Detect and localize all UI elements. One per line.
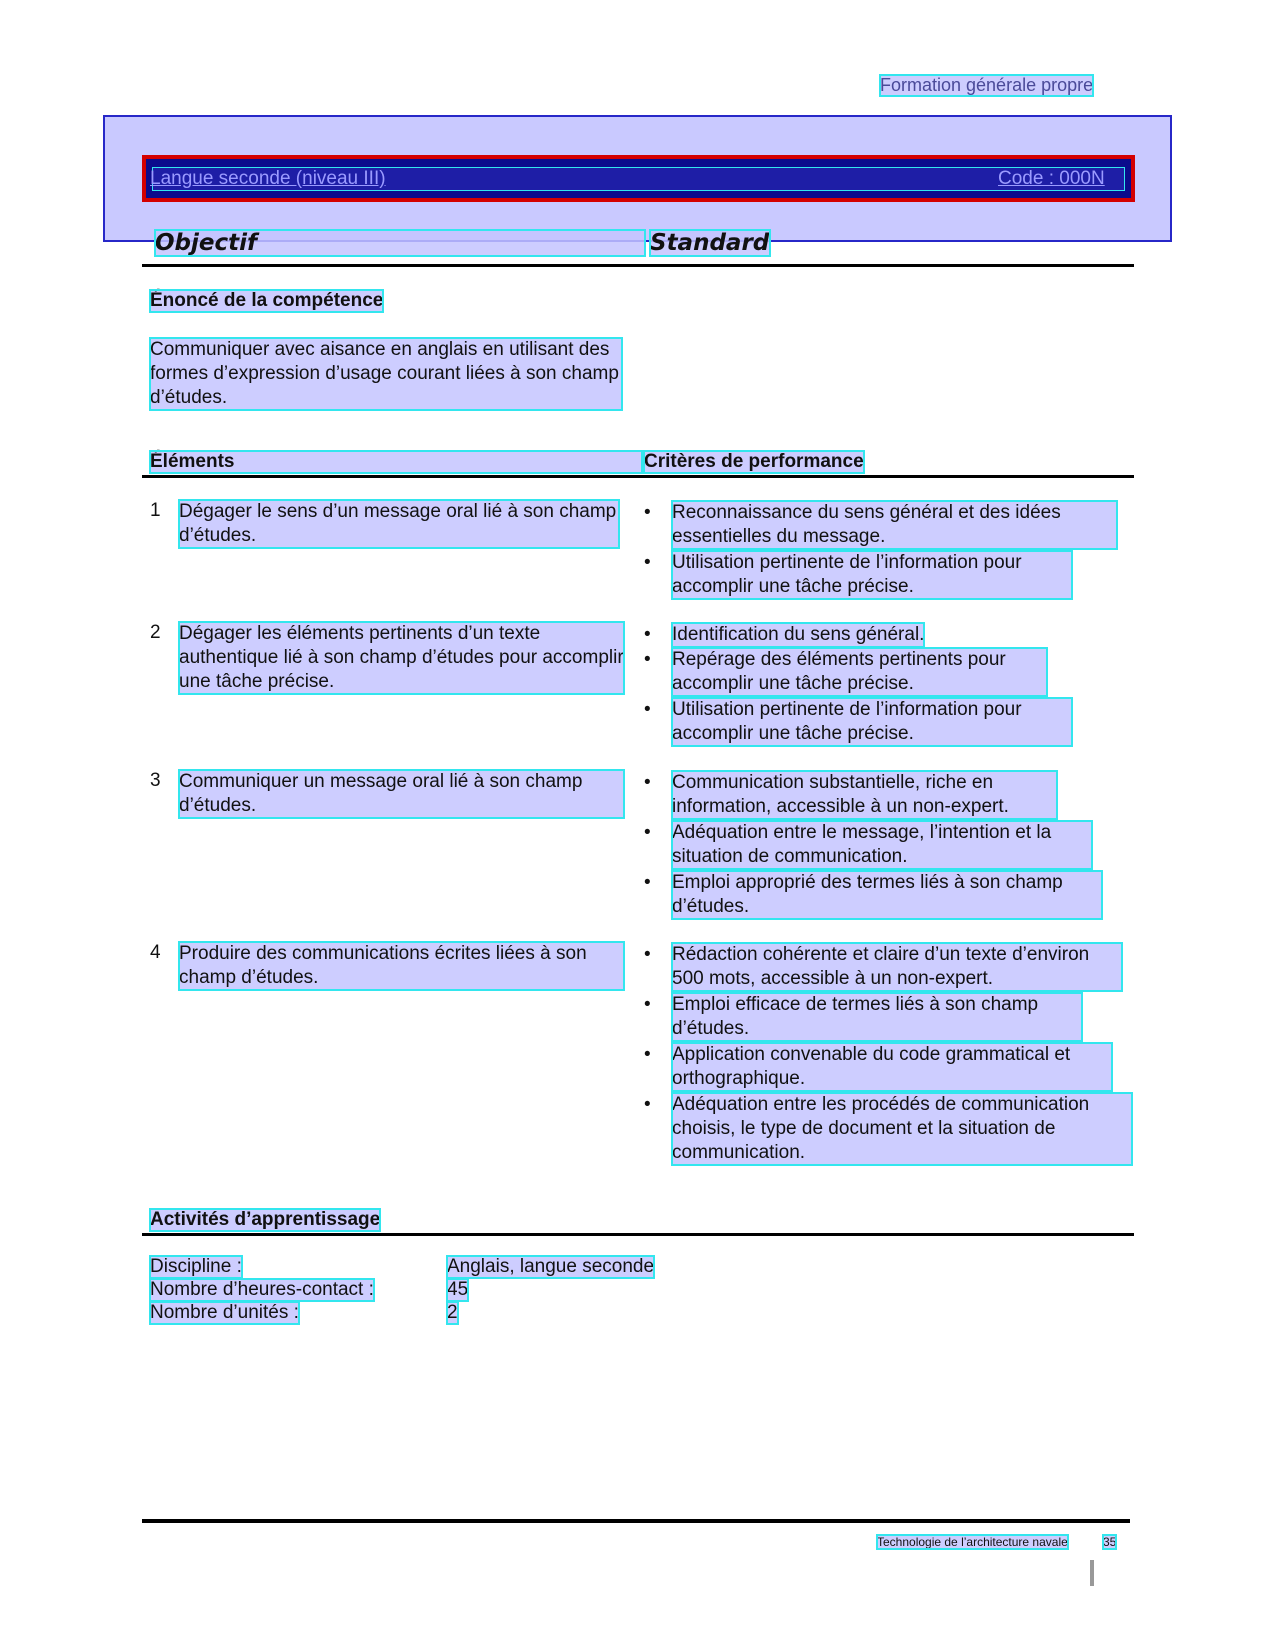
divider [142, 475, 1134, 478]
activites-label: Activités d’apprentissage [150, 1209, 381, 1230]
course-code: Code : 000N [998, 168, 1105, 189]
page-mark [1090, 1560, 1094, 1586]
element-text: Dégager le sens d’un message oral lié à son champ d’études. [179, 500, 619, 548]
bullet-icon: • [644, 1044, 651, 1065]
footer-text: Technologie de l’architecture navale [877, 1535, 1068, 1549]
bullet-icon: • [644, 944, 651, 965]
criterion-text: Adéquation entre le message, l’intention et la situation de communication. [672, 821, 1092, 869]
criterion-text: Utilisation pertinente de l’information pour accomplir une tâche précise. [672, 551, 1072, 599]
element-number: 2 [150, 622, 161, 643]
criterion-item [644, 1093, 1134, 1165]
bullet-icon: • [644, 1094, 651, 1115]
discipline-value: Anglais, langue seconde [447, 1256, 655, 1277]
criteres-label: Critères de performance [644, 451, 864, 472]
criterion-text: Identification du sens général. [672, 624, 925, 645]
criterion-text: Application convenable du code grammatical et orthographique. [672, 1043, 1112, 1091]
criterion-text: Repérage des éléments pertinents pour accomplir une tâche précise. [672, 648, 1047, 696]
course-title: Langue seconde (niveau III) [150, 168, 386, 189]
criterion-item [644, 698, 1134, 746]
divider [142, 264, 1134, 267]
element-number: 1 [150, 500, 161, 521]
criterion-text: Communication substantielle, riche en information, accessible à un non-expert. [672, 771, 1057, 819]
page-number: 35 [1103, 1535, 1117, 1549]
criterion-item [644, 551, 1134, 599]
bullet-icon: • [644, 624, 651, 645]
elements-label: Éléments [150, 451, 642, 473]
criterion-item [644, 648, 1134, 696]
element-text: Produire des communications écrites liées à son champ d’études. [179, 942, 624, 990]
unites-value: 2 [447, 1302, 458, 1323]
unites-label: Nombre d’unités : [150, 1302, 299, 1323]
footer-rule [142, 1519, 1130, 1523]
criterion-item [644, 871, 1134, 919]
element-text: Communiquer un message oral lié à son champ d’études. [179, 770, 624, 818]
heures-label: Nombre d’heures-contact : [150, 1279, 374, 1300]
criterion-text: Emploi efficace de termes liés à son champ d’études. [672, 993, 1082, 1041]
bullet-icon: • [644, 994, 651, 1015]
objectif-heading: Objectif [155, 230, 645, 256]
bullet-icon: • [644, 649, 651, 670]
discipline-label: Discipline : [150, 1256, 242, 1277]
enonce-text: Communiquer avec aisance en anglais en utilisant des formes d’expression d’usage courant liées à son champ d’études. [150, 338, 622, 410]
element-text: Dégager les éléments pertinents d’un texte authentique lié à son champ d’études pour accomplir une tâche précise. [179, 623, 624, 692]
divider [142, 1233, 1134, 1236]
bullet-icon: • [644, 699, 651, 720]
criterion-text: Adéquation entre les procédés de communication choisis, le type de document et la situation de communication. [672, 1093, 1132, 1165]
criterion-text: Emploi approprié des termes liés à son champ d’études. [672, 871, 1102, 919]
standard-heading: Standard [650, 230, 770, 256]
criterion-item [644, 1043, 1134, 1091]
bullet-icon: • [644, 822, 651, 843]
criterion-item [644, 771, 1134, 819]
heures-value: 45 [447, 1279, 469, 1300]
bullet-icon: • [644, 872, 651, 893]
criterion-item [644, 943, 1134, 991]
criterion-text: Rédaction cohérente et claire d’un texte d’environ 500 mots, accessible à un non-expert. [672, 943, 1122, 991]
criterion-text: Reconnaissance du sens général et des idées essentielles du message. [672, 501, 1117, 549]
bullet-icon: • [644, 772, 651, 793]
criterion-text: Utilisation pertinente de l’information pour accomplir une tâche précise. [672, 698, 1072, 746]
criterion-item [644, 993, 1134, 1041]
element-number: 3 [150, 770, 161, 791]
criterion-item [644, 623, 1134, 647]
criterion-item [644, 501, 1134, 549]
enonce-label: Énoncé de la compétence [150, 290, 384, 311]
bullet-icon: • [644, 502, 651, 523]
element-number: 4 [150, 942, 161, 963]
bullet-icon: • [644, 552, 651, 573]
running-header: Formation générale propre [880, 75, 1094, 95]
criterion-item [644, 821, 1134, 869]
